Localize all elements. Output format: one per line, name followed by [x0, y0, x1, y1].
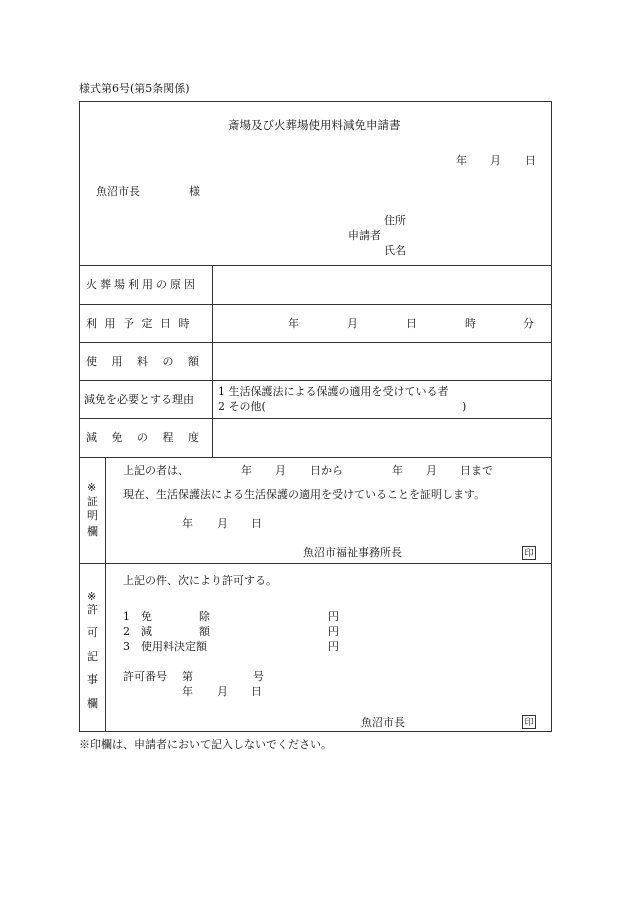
divider — [79, 418, 552, 419]
name-label: 氏名 — [384, 244, 406, 257]
form-title: 斎場及び火葬場使用料減免申請書 — [228, 118, 401, 132]
schedule-month-unit: 月 — [347, 317, 358, 330]
permit-date-year: 年 — [182, 685, 193, 698]
schedule-label: 利用予定日時 — [86, 317, 197, 330]
divider — [79, 380, 552, 381]
permit-item-label: 除 — [199, 610, 210, 623]
permit-item-label: 減 — [141, 625, 152, 638]
column-divider — [105, 457, 106, 732]
date-day-unit: 日 — [525, 154, 536, 167]
addressee-honorific: 様 — [189, 185, 200, 198]
cert-from-day: 日から — [310, 464, 343, 477]
permit-label-char: 許 — [87, 603, 98, 616]
permit-number-label: 許可番号 — [123, 670, 167, 683]
divider — [79, 342, 552, 343]
permit-label-char: 記 — [87, 650, 98, 663]
permit-item-no: 1 — [123, 610, 130, 623]
footnote: ※印欄は、申請者において記入しないでください。 — [79, 738, 332, 751]
permit-intro: 上記の件、次により許可する。 — [123, 574, 277, 587]
permit-number-suffix: 号 — [253, 670, 264, 683]
divider — [79, 563, 552, 564]
permit-item-label: 免 — [141, 610, 152, 623]
reason-option-1: 1 生活保護法による保護の適用を受けている者 — [218, 385, 449, 398]
permit-item-unit: 円 — [328, 640, 339, 653]
schedule-hour-unit: 時 — [465, 317, 476, 330]
cert-label-char: 明 — [87, 509, 98, 522]
permit-item-no: 3 — [123, 640, 130, 653]
cause-label: 火葬場利用の原因 — [86, 278, 198, 291]
addressee-name: 魚沼市長 — [96, 185, 140, 198]
cert-from-year: 年 — [241, 464, 252, 477]
permit-item-label: 使用料決定額 — [141, 640, 207, 653]
schedule-minute-unit: 分 — [523, 317, 534, 330]
fee-label: 使用料の額 — [86, 355, 214, 368]
divider — [79, 304, 552, 305]
form-number: 様式第6号(第5条関係) — [79, 82, 190, 95]
reason-label: 減免を必要とする理由 — [84, 393, 194, 406]
permit-date-day: 日 — [251, 685, 262, 698]
reason-option-2: 2 その他( — [218, 400, 266, 413]
date-year-unit: 年 — [456, 154, 467, 167]
permit-date-month: 月 — [217, 685, 228, 698]
cert-from-month: 月 — [275, 464, 286, 477]
degree-label: 減免の程度 — [86, 431, 214, 444]
cert-statement: 現在、生活保護法による生活保護の適用を受けていることを証明します。 — [123, 488, 486, 501]
schedule-day-unit: 日 — [406, 317, 417, 330]
cert-date-day: 日 — [251, 517, 262, 530]
cert-label-char: 証 — [87, 495, 98, 508]
divider — [79, 265, 552, 266]
cert-label-char: 欄 — [87, 525, 98, 538]
schedule-year-unit: 年 — [288, 317, 299, 330]
divider — [79, 457, 552, 458]
cert-mark: ※ — [87, 481, 97, 494]
permit-label-char: 可 — [87, 626, 98, 639]
permit-label-char: 欄 — [87, 697, 98, 710]
permit-number-prefix: 第 — [182, 670, 193, 683]
cert-to-day: 日まで — [460, 464, 493, 477]
date-month-unit: 月 — [490, 154, 501, 167]
permit-item-label: 額 — [199, 625, 210, 638]
cert-date-year: 年 — [182, 517, 193, 530]
cert-seal: 印 — [522, 546, 536, 560]
cert-to-month: 月 — [426, 464, 437, 477]
reason-option-2-close: ) — [462, 400, 467, 413]
permit-item-unit: 円 — [328, 610, 339, 623]
permit-item-no: 2 — [123, 625, 130, 638]
permit-signer: 魚沼市長 — [361, 716, 405, 729]
address-label: 住所 — [384, 214, 406, 227]
permit-mark: ※ — [87, 590, 97, 603]
cert-to-year: 年 — [392, 464, 403, 477]
cert-line1-start: 上記の者は、 — [123, 464, 189, 477]
cert-date-month: 月 — [217, 517, 228, 530]
permit-item-unit: 円 — [328, 625, 339, 638]
applicant-label: 申請者 — [348, 229, 381, 242]
cert-signer: 魚沼市福祉事務所長 — [303, 546, 402, 559]
permit-seal: 印 — [522, 715, 536, 729]
permit-label-char: 事 — [87, 673, 98, 686]
